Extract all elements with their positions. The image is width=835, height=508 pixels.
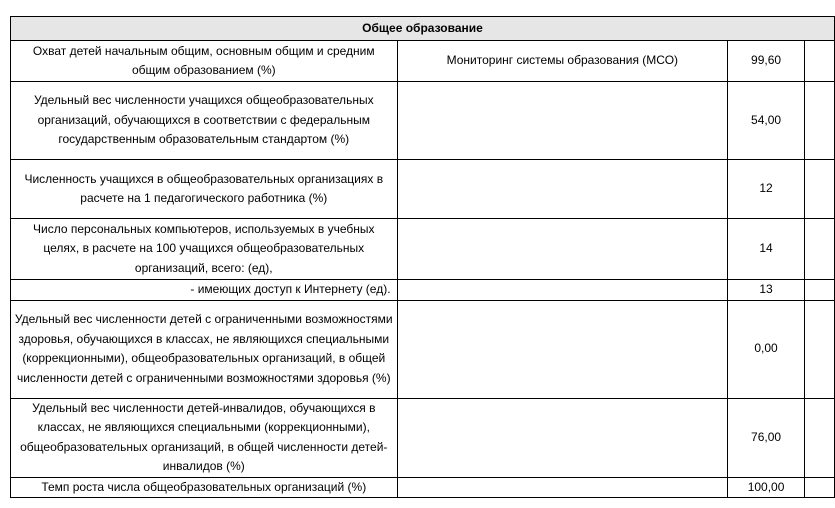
empty-cell[interactable] xyxy=(805,160,835,219)
table-row xyxy=(11,477,835,498)
value-cell[interactable]: 13 xyxy=(728,280,805,301)
indicator-cell[interactable]: Темп роста числа общеобразовательных организаций (%) xyxy=(11,477,398,498)
source-cell[interactable] xyxy=(397,280,728,301)
table-row xyxy=(11,219,835,280)
indicator-cell[interactable]: Численность учащихся в общеобразовательных организациях в расчете на 1 педагогического работника (%) xyxy=(11,160,398,219)
source-cell[interactable] xyxy=(397,82,728,160)
value-cell[interactable]: 54,00 xyxy=(728,82,805,160)
source-cell[interactable] xyxy=(397,477,728,498)
empty-cell[interactable] xyxy=(805,219,835,280)
value-cell[interactable]: 12 xyxy=(728,160,805,219)
indicator-cell[interactable]: Удельный вес численности детей с ограниченными возможностями здоровья, обучающихся в классах, не являющихся специальными (коррекционными), общеобразовательных организаций, в общей численности детей с ограниченными возможностями здоровья (%) xyxy=(11,300,398,398)
section-title[interactable]: Общее образование xyxy=(11,17,835,41)
empty-cell[interactable] xyxy=(805,477,835,498)
empty-cell[interactable] xyxy=(805,398,835,477)
empty-cell[interactable] xyxy=(805,82,835,160)
section-header-row xyxy=(11,17,835,41)
empty-cell[interactable] xyxy=(805,280,835,301)
value-cell[interactable]: 0,00 xyxy=(728,300,805,398)
table-row xyxy=(11,160,835,219)
table-row xyxy=(11,280,835,301)
indicator-cell[interactable]: Удельный вес численности детей-инвалидов, обучающихся в классах, не являющихся специальными (коррекционными), общеобразовательных организаций, в общей численности детей-инвалидов (%) xyxy=(11,398,398,477)
value-cell[interactable]: 14 xyxy=(728,219,805,280)
source-cell[interactable] xyxy=(397,160,728,219)
value-cell[interactable]: 76,00 xyxy=(728,398,805,477)
indicator-cell[interactable]: Охват детей начальным общим, основным общим и средним общим образованием (%) xyxy=(11,41,398,82)
table-row xyxy=(11,82,835,160)
table-row xyxy=(11,41,835,82)
source-cell[interactable] xyxy=(397,219,728,280)
indicator-cell[interactable]: - имеющих доступ к Интернету (ед). xyxy=(11,280,398,301)
empty-cell[interactable] xyxy=(805,300,835,398)
value-cell[interactable]: 100,00 xyxy=(728,477,805,498)
source-cell[interactable]: Мониторинг системы образования (МСО) xyxy=(397,41,728,82)
indicator-cell[interactable]: Удельный вес численности учащихся общеобразовательных организаций, обучающихся в соответствии с федеральным государственным образовательным стандартом (%) xyxy=(11,82,398,160)
value-cell[interactable]: 99,60 xyxy=(728,41,805,82)
source-cell[interactable] xyxy=(397,300,728,398)
source-cell[interactable] xyxy=(397,398,728,477)
indicators-table xyxy=(10,16,835,498)
table-row xyxy=(11,398,835,477)
table-row xyxy=(11,300,835,398)
indicator-cell[interactable]: Число персональных компьютеров, используемых в учебных целях, в расчете на 100 учащихся общеобразовательных организаций, всего: (ед), xyxy=(11,219,398,280)
empty-cell[interactable] xyxy=(805,41,835,82)
